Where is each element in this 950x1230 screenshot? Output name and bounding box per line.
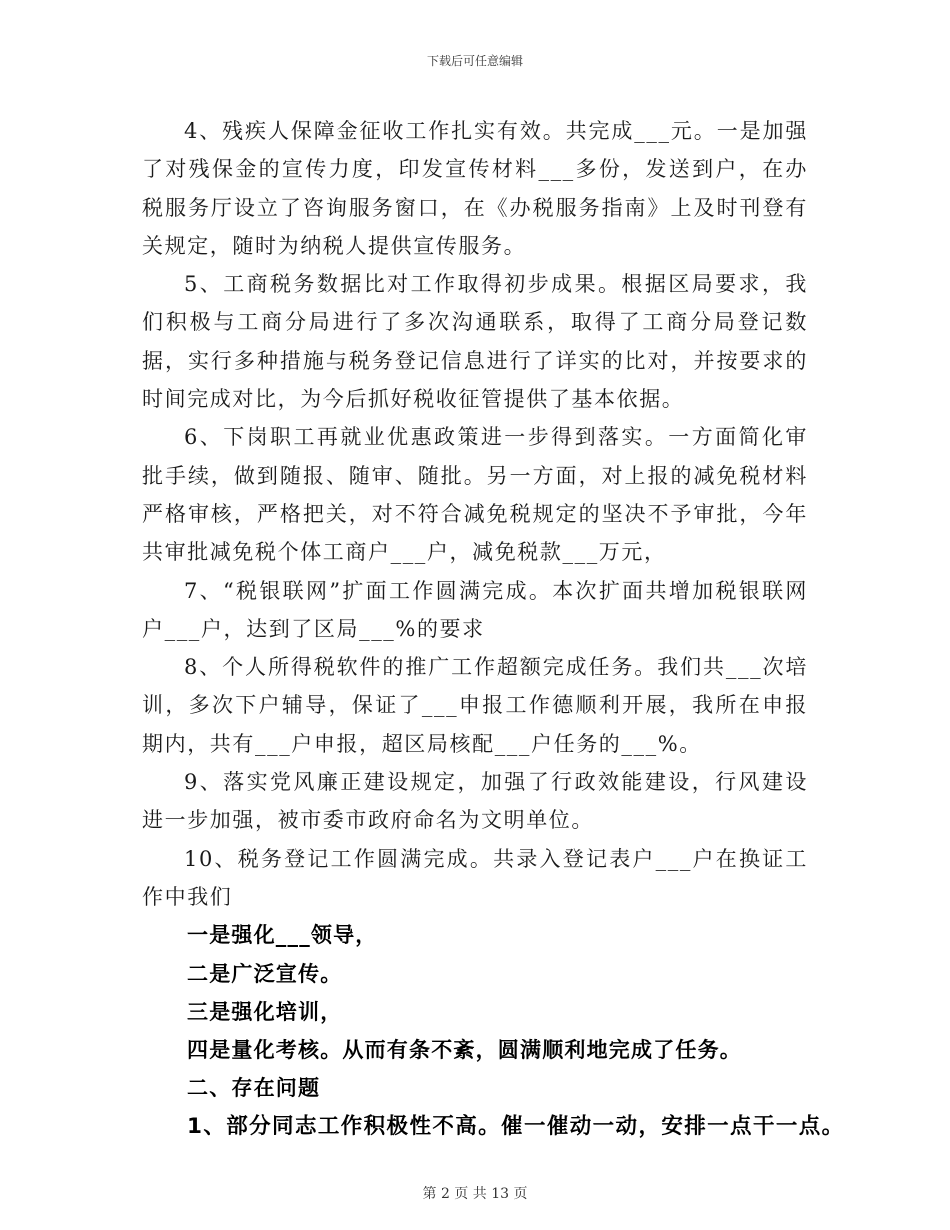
paragraph-9: 9、落实党风廉正建设规定，加强了行政效能建设，行风建设进一步加强，被市委市政府命名为文明单位。 [142,770,808,833]
problem-item-1: 1、部分同志工作积极性不高。催一催动一动，安排一点干一点。 [187,1113,845,1139]
bold-list [142,916,845,1146]
paragraph-8: 8、个人所得税软件的推广工作超额完成任务。我们共___次培训，多次下户辅导，保证了___申报工作德顺利开展，我所在申报期内，共有___户申报，超区局核配___户任务的___%。 [142,655,808,756]
paragraph-6: 6、下岗职工再就业优惠政策进一步得到落实。一方面简化审批手续，做到随报、随审、随批。另一方面，对上报的减免税材料严格审核，严格把关，对不符合减免税规定的坚决不予审批，今年共审批减免税个体工商户___户，减免税款___万元， [142,425,808,565]
bold-item-1: 一是强化___领导， [187,923,378,948]
paragraph-10: 10、税务登记工作圆满完成。共录入登记表户___户在换证工作中我们 [142,846,808,909]
paragraph-7: 7、“税银联网”扩面工作圆满完成。本次扩面共增加税银联网户___户，达到了区局___%的要求 [142,578,808,641]
bold-item-3: 三是强化培训， [187,999,343,1024]
bold-item-4: 四是量化考核。从而有条不紊，圆满顺利地完成了任务。 [187,1038,742,1063]
paragraph-5: 5、工商税务数据比对工作取得初步成果。根据区局要求，我们积极与工商分局进行了多次沟通联系，取得了工商分局登记数据，实行多种措施与税务登记信息进行了详实的比对，并按要求的时间完成对比，为今后抓好税收征管提供了基本依据。 [142,272,808,412]
bold-item-2: 二是广泛宣传。 [187,961,343,986]
paragraph-4: 4、残疾人保障金征收工作扎实有效。共完成___元。一是加强了对残保金的宣传力度，印发宣传材料___多份，发送到户，在办税服务厅设立了咨询服务窗口，在《办税服务指南》上及时刊登有关规定，随时为纳税人提供宣传服务。 [142,119,808,258]
section-heading-problems: 二、存在问题 [187,1076,321,1101]
page-header: 下载后可任意编辑 [426,54,523,68]
document-body [142,112,845,1146]
page-footer: 第 2 页 共 13 页 [422,1186,528,1202]
